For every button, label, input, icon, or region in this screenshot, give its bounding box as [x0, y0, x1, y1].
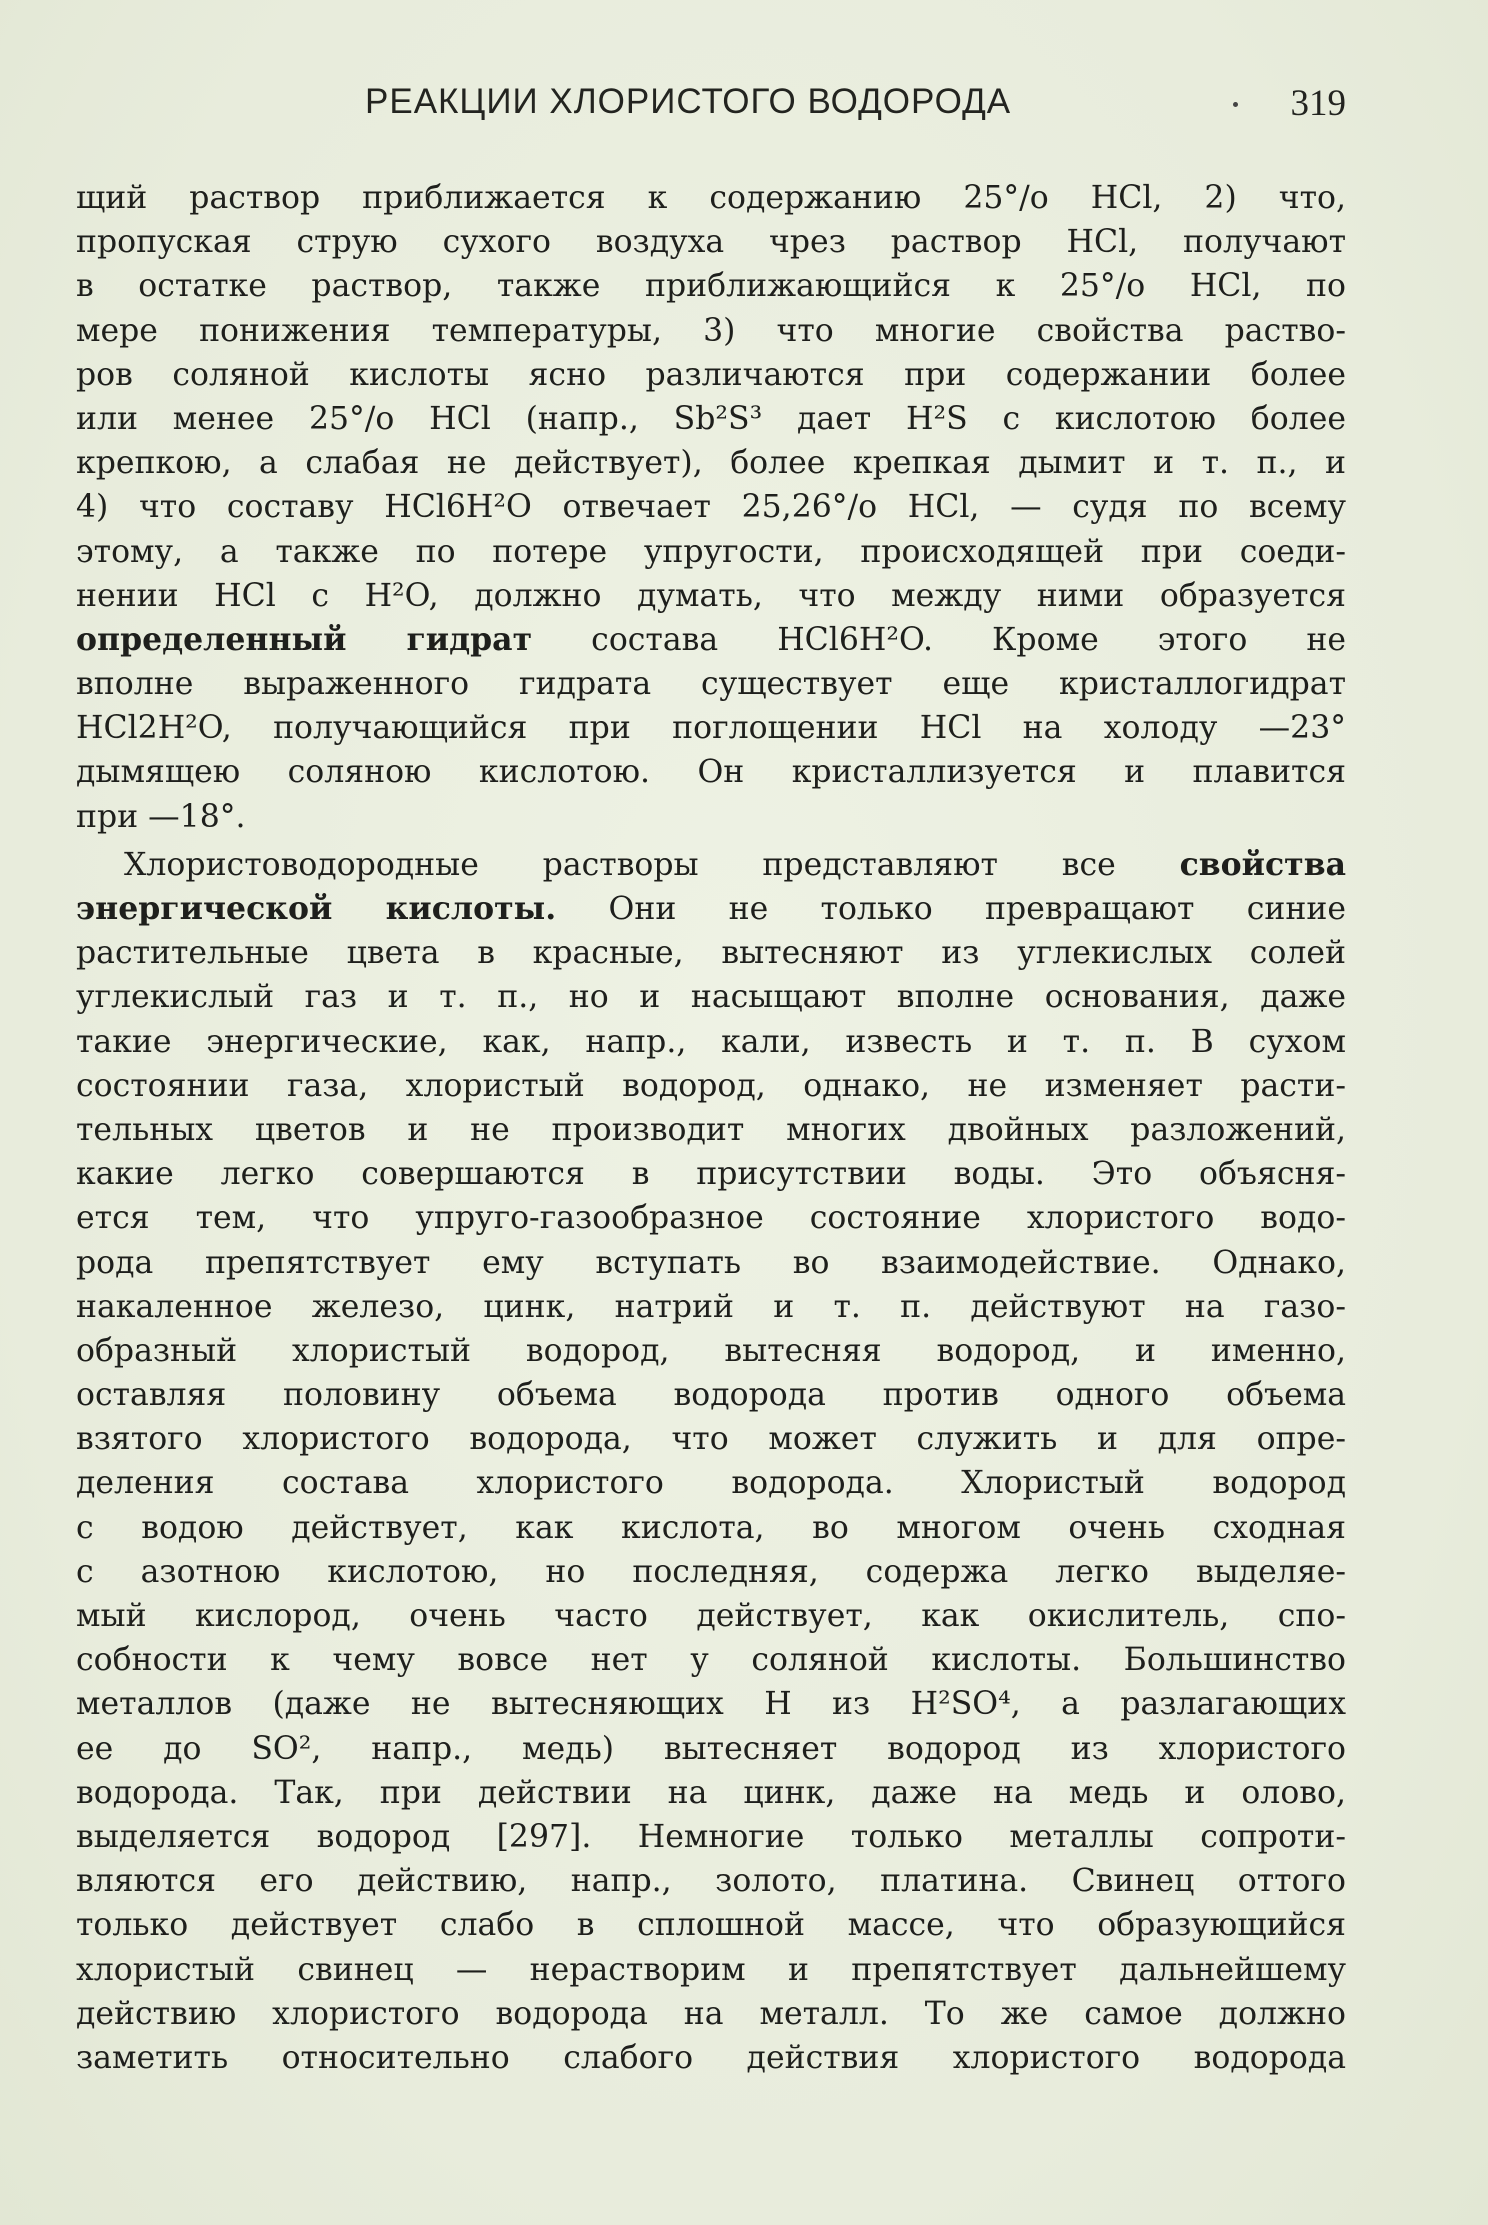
- text-segment: этому, а также по потере упругости, происходящей при соеди-: [76, 533, 1346, 570]
- paragraph: [76, 176, 1346, 839]
- text-line: [76, 574, 1346, 618]
- text-segment: ров соляной кислоты ясно различаются при содержании более: [76, 356, 1346, 393]
- text-segment: мере понижения температуры, 3) что многие свойства раство-: [76, 312, 1346, 349]
- text-segment: в остатке раствор, также приближающийся к 25°/о HCl, по: [76, 268, 1346, 305]
- text-line: [76, 1682, 1346, 1726]
- text-line: [76, 353, 1346, 397]
- text-line: [76, 1329, 1346, 1373]
- text-segment: состоянии газа, хлористый водород, однако, не изменяет расти-: [76, 1067, 1346, 1104]
- text-segment: с водою действует, как кислота, во многом очень сходная: [76, 1509, 1346, 1546]
- text-segment: или менее 25°/о HCl (напр., Sb²S³ дает H²S с кислотою более: [76, 400, 1346, 437]
- text-line: [76, 1152, 1346, 1196]
- text-line: [76, 1417, 1346, 1461]
- text-segment: деления состава хлористого водорода. Хлористый водород: [76, 1465, 1346, 1502]
- text-segment: заметить относительно слабого действия хлористого водорода: [76, 2039, 1346, 2076]
- text-segment: растительные цвета в красные, вытесняют из углекислых солей: [76, 935, 1346, 972]
- text-segment: рода препятствует ему вступать во взаимодействие. Однако,: [76, 1244, 1346, 1281]
- text-segment: оставляя половину объема водорода против одного объема: [76, 1377, 1346, 1414]
- text-segment: хлористый свинец — нерастворим и препятствует дальнейшему: [76, 1951, 1346, 1988]
- text-segment: Они не только превращают синие: [556, 891, 1346, 927]
- text-line: [76, 1020, 1346, 1064]
- text-line: [76, 1506, 1346, 1550]
- text-segment: крепкою, а слабая не действует), более крепкая дымит и т. п., и: [76, 445, 1346, 482]
- text-line: [76, 1727, 1346, 1771]
- text-line: [76, 264, 1346, 308]
- text-segment: Хлористоводородные растворы представляют все: [124, 846, 1180, 883]
- text-segment: выделяется водород [297]. Немногие только металлы сопроти-: [76, 1818, 1346, 1855]
- text-line: [76, 2036, 1346, 2080]
- text-segment: при —18°.: [76, 798, 246, 835]
- text-line: [76, 931, 1346, 975]
- text-segment: ее до SO², напр., медь) вытесняет водород из хлористого: [76, 1730, 1346, 1767]
- text-segment: состава HCl6H²O. Кроме этого не: [532, 621, 1346, 658]
- bold-term: определенный гидрат: [76, 620, 533, 658]
- text-segment: накаленное железо, цинк, натрий и т. п. действуют на газо-: [76, 1288, 1346, 1325]
- text-line: [76, 1108, 1346, 1152]
- text-segment: 4) что составу HCl6H²O отвечает 25,26°/о HCl, — судя по всему: [76, 489, 1346, 526]
- paragraph: [76, 843, 1346, 2080]
- text-line: [76, 220, 1346, 264]
- body-text: [76, 176, 1346, 2080]
- text-segment: пропуская струю сухого воздуха чрез раствор HCl, получают: [76, 224, 1346, 261]
- text-line: [76, 618, 1346, 662]
- text-line: [76, 706, 1346, 750]
- text-segment: только действует слабо в сплошной массе, что образующийся: [76, 1907, 1346, 1944]
- text-line: [76, 309, 1346, 353]
- bold-term: энергической кислоты.: [76, 890, 557, 927]
- text-segment: дымящею соляною кислотою. Он кристаллизуется и плавится: [76, 754, 1346, 791]
- text-line: [76, 662, 1346, 706]
- text-segment: взятого хлористого водорода, что может служить и для опре-: [76, 1421, 1346, 1458]
- bold-term: свойства: [1179, 845, 1346, 883]
- text-line: [76, 1903, 1346, 1947]
- text-line: [76, 750, 1346, 794]
- text-line: [76, 397, 1346, 441]
- page-number: 319: [1290, 83, 1346, 124]
- text-segment: водорода. Так, при действии на цинк, даже на медь и олово,: [76, 1774, 1346, 1811]
- text-line: [76, 1948, 1346, 1992]
- text-segment: вполне выраженного гидрата существует еще кристаллогидрат: [76, 666, 1346, 703]
- text-line: [76, 485, 1346, 529]
- text-line: [76, 1859, 1346, 1903]
- text-segment: какие легко совершаются в присутствии воды. Это объясня-: [76, 1156, 1346, 1193]
- text-segment: нении HCl с H²O, должно думать, что между ними образуется: [76, 577, 1346, 614]
- text-line: [76, 975, 1346, 1019]
- text-segment: такие энергические, как, напр., кали, известь и т. п. В сухом: [76, 1023, 1346, 1060]
- page-header: [160, 82, 1356, 138]
- text-segment: вляются его действию, напр., золото, платина. Свинец оттого: [76, 1863, 1346, 1900]
- text-line: [76, 1373, 1346, 1417]
- text-line: [76, 843, 1346, 887]
- text-line: [76, 1992, 1346, 2036]
- text-segment: металлов (даже не вытесняющих H из H²SO⁴, а разлагающих: [76, 1686, 1346, 1723]
- text-line: [76, 441, 1346, 485]
- text-segment: мый кислород, очень часто действует, как окислитель, спо-: [76, 1598, 1346, 1634]
- text-segment: собности к чему вовсе нет у соляной кислоты. Большинство: [76, 1642, 1346, 1679]
- header-dot: [1233, 102, 1238, 107]
- text-line: [76, 795, 1346, 839]
- text-segment: с азотною кислотою, но последняя, содержа легко выделяе-: [76, 1553, 1346, 1590]
- text-line: [76, 530, 1346, 574]
- text-line: [76, 1815, 1346, 1859]
- text-segment: образный хлористый водород, вытесняя водород, и именно,: [76, 1332, 1346, 1369]
- text-line: [76, 1241, 1346, 1285]
- text-segment: ется тем, что упруго-газообразное состояние хлористого водо-: [76, 1200, 1346, 1237]
- text-line: [76, 1285, 1346, 1329]
- text-line: [76, 887, 1346, 931]
- text-line: [76, 1638, 1346, 1682]
- text-segment: тельных цветов и не производит многих двойных разложений,: [76, 1111, 1346, 1148]
- running-title: РЕАКЦИИ ХЛОРИСТОГО ВОДОРОДА: [365, 82, 1012, 121]
- text-segment: HCl2H²O, получающийся при поглощении HCl на холоду —23°: [76, 710, 1346, 747]
- text-line: [76, 1064, 1346, 1108]
- text-line: [76, 1196, 1346, 1240]
- text-line: [76, 1594, 1346, 1638]
- text-line: [76, 1771, 1346, 1815]
- text-line: [76, 1461, 1346, 1505]
- text-segment: щий раствор приближается к содержанию 25°/о HCl, 2) что,: [76, 180, 1346, 216]
- text-line: [76, 176, 1346, 220]
- text-segment: углекислый газ и т. п., но и насыщают вполне основания, даже: [76, 979, 1346, 1016]
- text-segment: действию хлористого водорода на металл. То же самое должно: [76, 1995, 1346, 2032]
- text-line: [76, 1550, 1346, 1594]
